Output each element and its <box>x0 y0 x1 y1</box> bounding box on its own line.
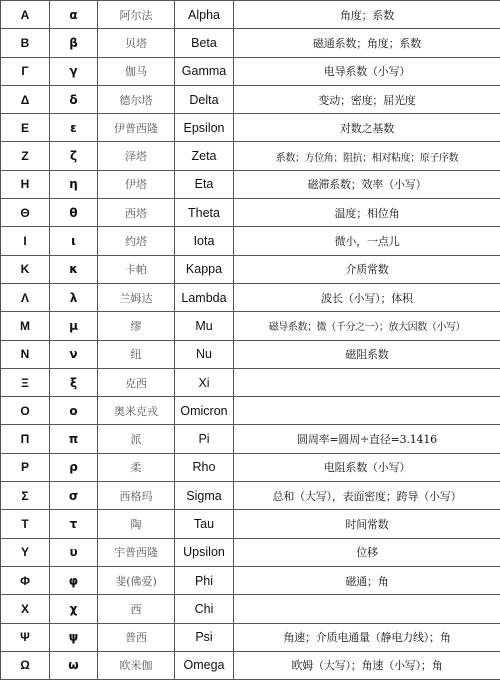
chinese-pronunciation: 贝塔 <box>98 29 175 57</box>
english-name: Delta <box>175 85 234 113</box>
table-row <box>1 142 500 170</box>
table-row <box>1 283 500 311</box>
usage-description: 电导系数（小写） <box>234 57 500 85</box>
lowercase-letter: μ <box>50 312 98 340</box>
table-row <box>1 397 500 425</box>
chinese-pronunciation: 斐(佛爱) <box>98 566 175 594</box>
uppercase-letter: Ω <box>1 651 50 679</box>
usage-description: 磁滞系数；效率（小写） <box>234 170 500 198</box>
lowercase-letter: θ <box>50 199 98 227</box>
english-name: Pi <box>175 425 234 453</box>
lowercase-letter: τ <box>50 510 98 538</box>
chinese-pronunciation: 西格玛 <box>98 482 175 510</box>
usage-description: 角速；介质电通量（静电力线）；角 <box>234 623 500 651</box>
chinese-pronunciation: 奥米克戎 <box>98 397 175 425</box>
lowercase-letter: ω <box>50 651 98 679</box>
lowercase-letter: ο <box>50 397 98 425</box>
table-row <box>1 566 500 594</box>
chinese-pronunciation: 约塔 <box>98 227 175 255</box>
english-name: Mu <box>175 312 234 340</box>
usage-description: 温度；相位角 <box>234 199 500 227</box>
chinese-pronunciation: 卡帕 <box>98 255 175 283</box>
usage-description: 磁导系数；微（千分之一）；放大因数（小写） <box>234 312 500 340</box>
lowercase-letter: γ <box>50 57 98 85</box>
english-name: Kappa <box>175 255 234 283</box>
usage-description: 波长（小写）；体积 <box>234 283 500 311</box>
uppercase-letter: Φ <box>1 566 50 594</box>
table-row <box>1 595 500 623</box>
usage-description: 变动；密度；屈光度 <box>234 85 500 113</box>
uppercase-letter: Ι <box>1 227 50 255</box>
english-name: Zeta <box>175 142 234 170</box>
usage-description: 介质常数 <box>234 255 500 283</box>
english-name: Rho <box>175 453 234 481</box>
english-name: Xi <box>175 368 234 396</box>
table-row <box>1 199 500 227</box>
chinese-pronunciation: 伊普西隆 <box>98 114 175 142</box>
lowercase-letter: ε <box>50 114 98 142</box>
english-name: Phi <box>175 566 234 594</box>
lowercase-letter: κ <box>50 255 98 283</box>
uppercase-letter: Υ <box>1 538 50 566</box>
chinese-pronunciation: 纽 <box>98 340 175 368</box>
english-name: Beta <box>175 29 234 57</box>
usage-description: 欧姆（大写）；角速（小写）；角 <box>234 651 500 679</box>
table-row <box>1 510 500 538</box>
lowercase-letter: χ <box>50 595 98 623</box>
uppercase-letter: Ψ <box>1 623 50 651</box>
chinese-pronunciation: 派 <box>98 425 175 453</box>
english-name: Omega <box>175 651 234 679</box>
lowercase-letter: σ <box>50 482 98 510</box>
uppercase-letter: Ν <box>1 340 50 368</box>
uppercase-letter: Κ <box>1 255 50 283</box>
table-row <box>1 453 500 481</box>
table-row <box>1 425 500 453</box>
chinese-pronunciation: 伊塔 <box>98 170 175 198</box>
uppercase-letter: Τ <box>1 510 50 538</box>
chinese-pronunciation: 柔 <box>98 453 175 481</box>
english-name: Lambda <box>175 283 234 311</box>
uppercase-letter: Δ <box>1 85 50 113</box>
english-name: Tau <box>175 510 234 538</box>
table-body <box>1 1 500 680</box>
uppercase-letter: Χ <box>1 595 50 623</box>
table-row <box>1 340 500 368</box>
lowercase-letter: λ <box>50 283 98 311</box>
table-row <box>1 29 500 57</box>
chinese-pronunciation: 西 <box>98 595 175 623</box>
usage-description: 磁阻系数 <box>234 340 500 368</box>
chinese-pronunciation: 兰姆达 <box>98 283 175 311</box>
chinese-pronunciation: 伽马 <box>98 57 175 85</box>
chinese-pronunciation: 克西 <box>98 368 175 396</box>
uppercase-letter: Σ <box>1 482 50 510</box>
table-row <box>1 227 500 255</box>
lowercase-letter: υ <box>50 538 98 566</box>
uppercase-letter: Μ <box>1 312 50 340</box>
table-row <box>1 368 500 396</box>
chinese-pronunciation: 宇普西隆 <box>98 538 175 566</box>
uppercase-letter: Γ <box>1 57 50 85</box>
table-row <box>1 482 500 510</box>
table-row <box>1 114 500 142</box>
chinese-pronunciation: 欧米伽 <box>98 651 175 679</box>
usage-description: 磁通系数；角度；系数 <box>234 29 500 57</box>
uppercase-letter: Ρ <box>1 453 50 481</box>
lowercase-letter: β <box>50 29 98 57</box>
chinese-pronunciation: 普西 <box>98 623 175 651</box>
uppercase-letter: Ε <box>1 114 50 142</box>
chinese-pronunciation: 德尔塔 <box>98 85 175 113</box>
chinese-pronunciation: 西塔 <box>98 199 175 227</box>
uppercase-letter: Λ <box>1 283 50 311</box>
chinese-pronunciation: 阿尔法 <box>98 1 175 29</box>
usage-description: 对数之基数 <box>234 114 500 142</box>
lowercase-letter: ι <box>50 227 98 255</box>
table-row <box>1 312 500 340</box>
table-row <box>1 651 500 679</box>
lowercase-letter: ρ <box>50 453 98 481</box>
chinese-pronunciation: 泽塔 <box>98 142 175 170</box>
table-row <box>1 57 500 85</box>
usage-description: 位移 <box>234 538 500 566</box>
uppercase-letter: Η <box>1 170 50 198</box>
table-row <box>1 1 500 29</box>
table-row <box>1 538 500 566</box>
english-name: Psi <box>175 623 234 651</box>
english-name: Gamma <box>175 57 234 85</box>
lowercase-letter: ν <box>50 340 98 368</box>
english-name: Eta <box>175 170 234 198</box>
english-name: Sigma <box>175 482 234 510</box>
uppercase-letter: Π <box>1 425 50 453</box>
usage-description: 总和（大写），表面密度；跨导（小写） <box>234 482 500 510</box>
lowercase-letter: ζ <box>50 142 98 170</box>
lowercase-letter: π <box>50 425 98 453</box>
uppercase-letter: Ξ <box>1 368 50 396</box>
english-name: Nu <box>175 340 234 368</box>
usage-description: 圆周率=圆周÷直径=3.1416 <box>234 425 500 453</box>
chinese-pronunciation: 缪 <box>98 312 175 340</box>
usage-description: 电阻系数（小写） <box>234 453 500 481</box>
chinese-pronunciation: 陶 <box>98 510 175 538</box>
english-name: Epsilon <box>175 114 234 142</box>
english-name: Upsilon <box>175 538 234 566</box>
table-row <box>1 170 500 198</box>
usage-description: 磁通；角 <box>234 566 500 594</box>
english-name: Iota <box>175 227 234 255</box>
usage-description: 时间常数 <box>234 510 500 538</box>
usage-description: 角度；系数 <box>234 1 500 29</box>
lowercase-letter: φ <box>50 566 98 594</box>
lowercase-letter: δ <box>50 85 98 113</box>
english-name: Omicron <box>175 397 234 425</box>
english-name: Theta <box>175 199 234 227</box>
lowercase-letter: η <box>50 170 98 198</box>
usage-description <box>234 397 500 425</box>
table-row <box>1 623 500 651</box>
uppercase-letter: Θ <box>1 199 50 227</box>
usage-description <box>234 595 500 623</box>
lowercase-letter: ξ <box>50 368 98 396</box>
lowercase-letter: α <box>50 1 98 29</box>
uppercase-letter: Ο <box>1 397 50 425</box>
table-row <box>1 255 500 283</box>
uppercase-letter: Α <box>1 1 50 29</box>
usage-description <box>234 368 500 396</box>
uppercase-letter: Ζ <box>1 142 50 170</box>
english-name: Alpha <box>175 1 234 29</box>
english-name: Chi <box>175 595 234 623</box>
usage-description: 微小，一点儿 <box>234 227 500 255</box>
lowercase-letter: ψ <box>50 623 98 651</box>
uppercase-letter: Β <box>1 29 50 57</box>
usage-description: 系数；方位角；阻抗；相对粘度；原子序数 <box>234 142 500 170</box>
table-row <box>1 85 500 113</box>
